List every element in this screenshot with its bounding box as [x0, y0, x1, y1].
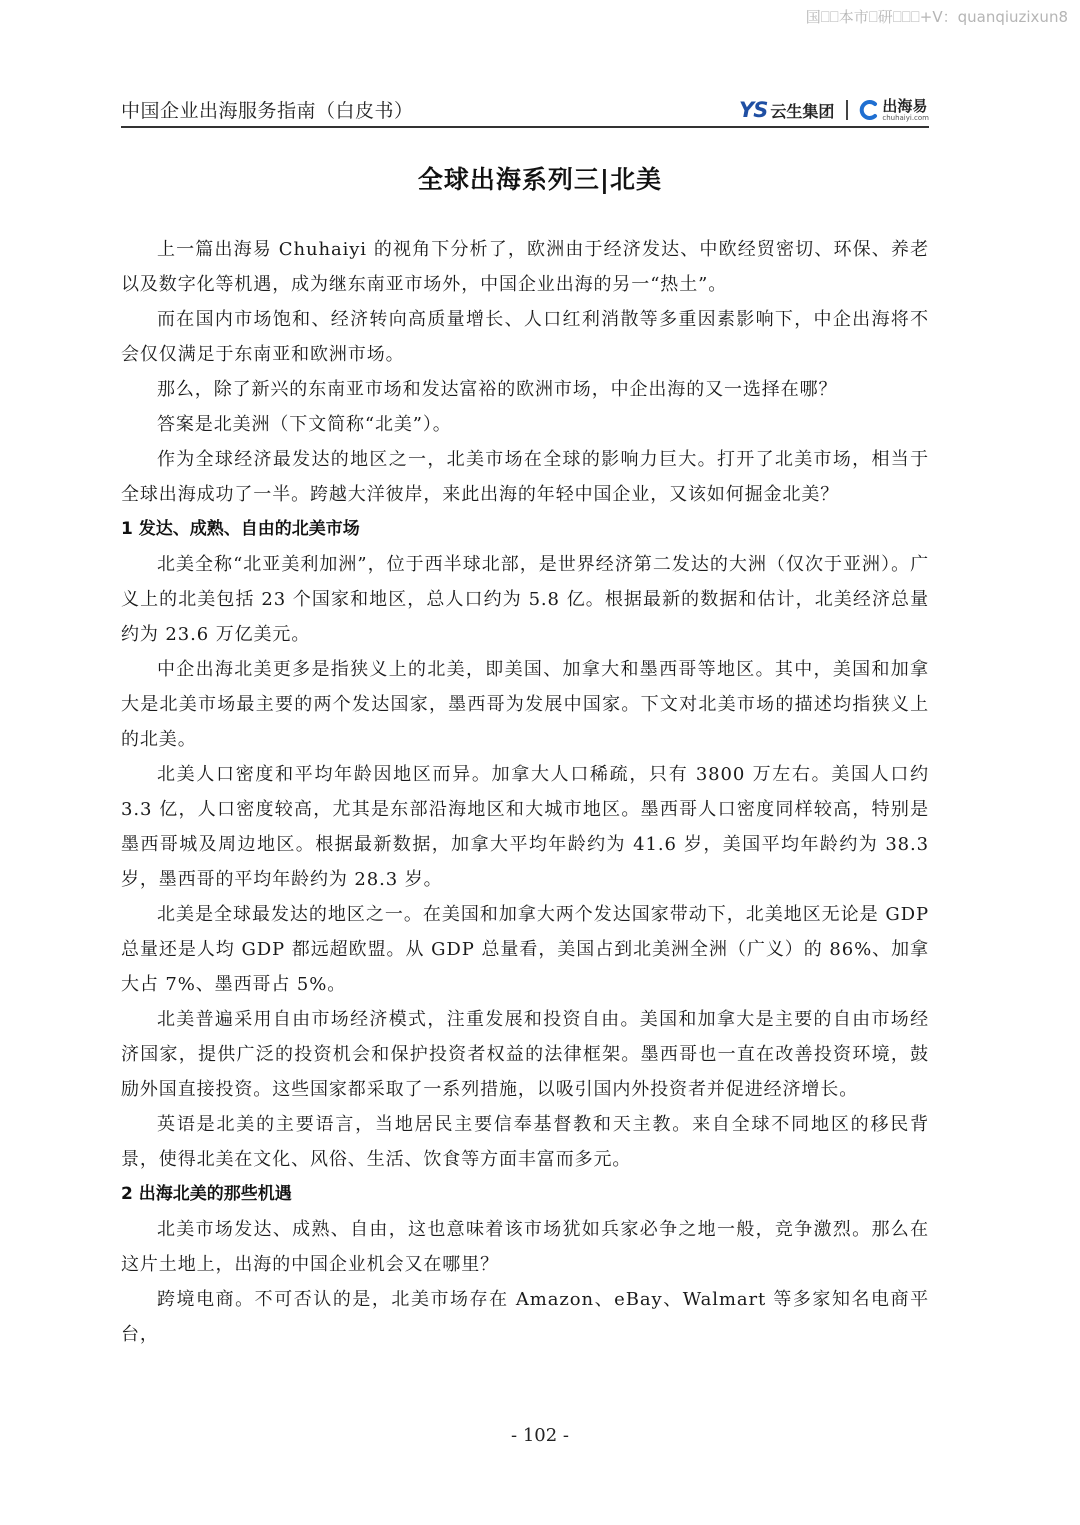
- document-body: [121, 232, 929, 1352]
- ys-logo-name: 云生集团: [770, 101, 835, 121]
- header-title: 中国企业出海服务指南（白皮书）: [121, 100, 414, 122]
- chuhaiyi-c-icon: [858, 99, 880, 121]
- document-title: 全球出海系列三|北美: [417, 165, 663, 194]
- body-paragraph: 北美普遍采用自由市场经济模式，注重发展和投资自由。美国和加拿大是主要的自由市场经济国家，提供广泛的投资机会和保护投资者权益的法律框架。墨西哥也一直在改善投资环境，鼓励外国直接投资。这些国家都采取了一系列措施，以吸引国内外投资者并促进经济增长。: [121, 1009, 929, 1100]
- body-paragraph: 那么，除了新兴的东南亚市场和发达富裕的欧洲市场，中企出海的又一选择在哪？: [157, 379, 838, 400]
- section-heading: 1 发达、成熟、自由的北美市场: [121, 519, 360, 539]
- ys-logo-mark: YS: [738, 98, 768, 122]
- chuhaiyi-logo-name: 出海易: [882, 96, 928, 115]
- logo-divider: [846, 100, 848, 120]
- body-paragraph: 北美市场发达、成熟、自由，这也意味着该市场犹如兵家必争之地一般，竞争激烈。那么在这片土地上，出海的中国企业机会又在哪里？: [121, 1219, 929, 1275]
- page-number: - 102 -: [511, 1425, 569, 1446]
- page-header: [121, 93, 929, 127]
- chuhaiyi-logo: [858, 96, 929, 122]
- body-paragraph: 中企出海北美更多是指狭义上的北美，即美国、加拿大和墨西哥等地区。其中，美国和加拿大是北美市场最主要的两个发达国家，墨西哥为发展中国家。下文对北美市场的描述均指狭义上的北美。: [121, 659, 929, 750]
- watermark-text: 国⎕⎕本市⎕研⎕⎕⎕+V：quanqiuzixun8: [805, 8, 1068, 26]
- yunsheng-group-logo: [739, 98, 834, 122]
- section-heading: 2 出海北美的那些机遇: [121, 1184, 292, 1204]
- body-paragraph: 作为全球经济最发达的地区之一，北美市场在全球的影响力巨大。打开了北美市场，相当于全球出海成功了一半。跨越大洋彼岸，来此出海的年轻中国企业，又该如何掘金北美？: [121, 449, 929, 505]
- body-paragraph: 跨境电商。不可否认的是，北美市场存在 Amazon、eBay、Walmart 等多家知名电商平台，: [121, 1289, 929, 1345]
- header-logos: [739, 95, 929, 125]
- body-paragraph: 而在国内市场饱和、经济转向高质量增长、人口红利消散等多重因素影响下，中企出海将不会仅仅满足于东南亚和欧洲市场。: [121, 309, 929, 365]
- body-paragraph: 北美全称“北亚美利加洲”，位于西半球北部，是世界经济第二发达的大洲（仅次于亚洲）。广义上的北美包括 23 个国家和地区，总人口约为 5.8 亿。根据最新的数据和估计，北美经济总量约为 23.6 万亿美元。: [121, 554, 929, 645]
- chuhaiyi-logo-domain: chuhaiyi.com: [882, 113, 929, 122]
- body-paragraph: 北美人口密度和平均年龄因地区而异。加拿大人口稀疏，只有 3800 万左右。美国人口约 3.3 亿，人口密度较高，尤其是东部沿海地区和大城市地区。墨西哥人口密度同样较高，特别是墨西哥城及周边地区。根据最新数据，加拿大平均年龄约为 41.6 岁，美国平均年龄约为 38.3 岁，墨西哥的平均年龄约为 28.3 岁。: [121, 764, 929, 890]
- body-paragraph: 答案是北美洲（下文简称“北美”）。: [157, 414, 452, 435]
- body-paragraph: 上一篇出海易 Chuhaiyi 的视角下分析了，欧洲由于经济发达、中欧经贸密切、环保、养老以及数字化等机遇，成为继东南亚市场外，中国企业出海的另一“热土”。: [121, 239, 929, 295]
- header-rule: [121, 126, 929, 128]
- body-paragraph: 北美是全球最发达的地区之一。在美国和加拿大两个发达国家带动下，北美地区无论是 GDP 总量还是人均 GDP 都远超欧盟。从 GDP 总量看，美国占到北美洲全洲（广义）的 86%、加拿大占 7%、墨西哥占 5%。: [121, 904, 929, 995]
- body-paragraph: 英语是北美的主要语言，当地居民主要信奉基督教和天主教。来自全球不同地区的移民背景，使得北美在文化、风俗、生活、饮食等方面丰富而多元。: [121, 1114, 929, 1170]
